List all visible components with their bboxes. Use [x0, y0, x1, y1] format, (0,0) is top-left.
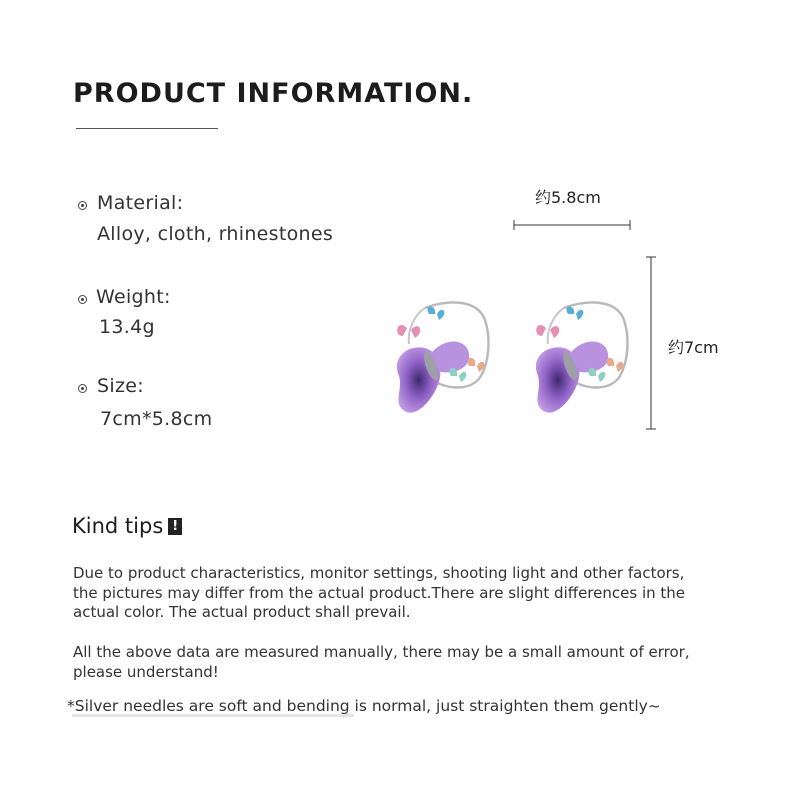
- spec-material-value: Alloy, cloth, rhinestones: [97, 223, 334, 245]
- bullet-icon: [78, 201, 87, 210]
- spec-size-value: 7cm*5.8cm: [100, 408, 213, 430]
- disclaimer-paragraph: Due to product characteristics, monitor settings, shooting light and other factors, the pictures may differ from the actual product.There are slight differences in the actual color. The actual product shall prevail.: [73, 564, 685, 621]
- width-dimension-label: 约5.8cm: [535, 188, 601, 207]
- earring-left-image: [385, 292, 497, 424]
- height-dimension-label: 约7cm: [668, 338, 719, 357]
- kind-tips-heading: [72, 514, 182, 538]
- exclamation-icon: !: [168, 518, 182, 535]
- bullet-icon: [78, 295, 87, 304]
- kind-tips-title: Kind tips: [72, 514, 164, 538]
- spec-weight-label: Weight:: [96, 286, 171, 308]
- measurement-paragraph: All the above data are measured manually, there may be a small amount of error, please understand!: [73, 643, 690, 681]
- care-note: *Silver needles are soft and bending is normal, just straighten them gently~: [67, 697, 661, 715]
- spec-size-label: Size:: [97, 375, 144, 397]
- spec-material-label: Material:: [97, 192, 184, 214]
- page-title: PRODUCT INFORMATION.: [73, 78, 474, 109]
- bullet-icon: [78, 384, 87, 393]
- height-dimension-line: [643, 254, 659, 432]
- width-dimension-line: [510, 218, 634, 232]
- earring-right-image: [524, 292, 636, 424]
- title-divider: [76, 128, 218, 129]
- spec-weight-value: 13.4g: [99, 316, 155, 338]
